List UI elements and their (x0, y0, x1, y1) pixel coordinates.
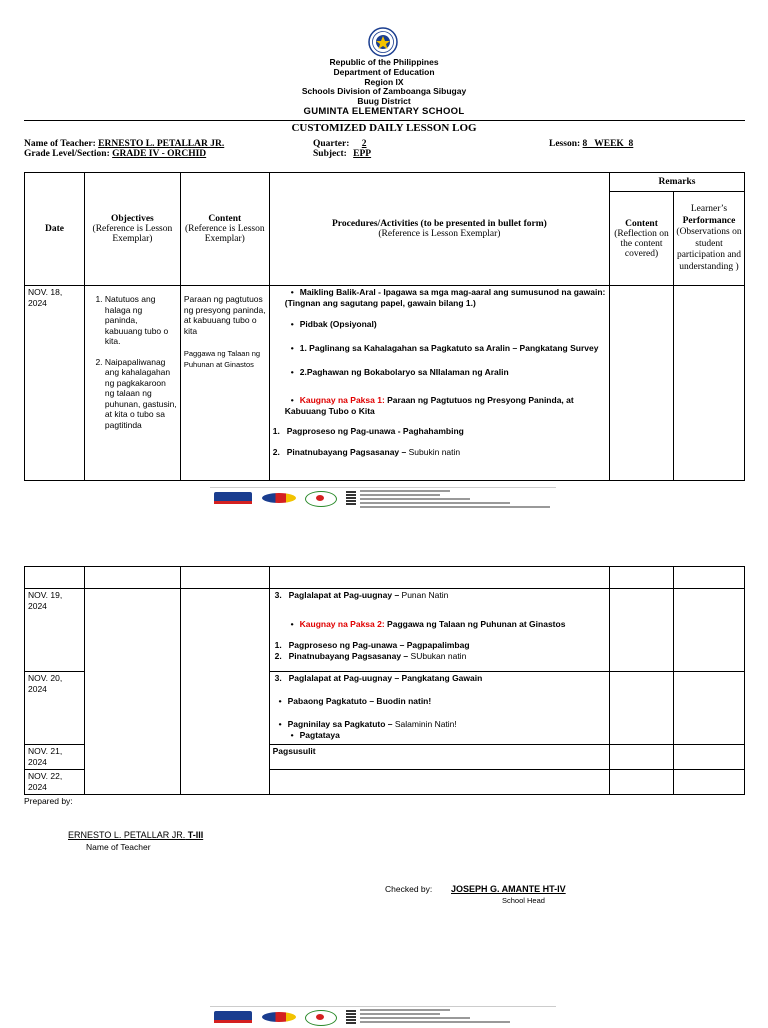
header-procedures-cell (269, 173, 609, 286)
date-cell: NOV. 20, 2024 (25, 672, 85, 745)
remarks-content-cell (610, 745, 674, 770)
proc-pabaon: • Pabaong Pagkatuto – Buodin natin! (273, 696, 607, 707)
header-procedures-sub: (Reference is Lesson Exemplar) (378, 229, 501, 239)
procedures-cell: Pagsusulit (269, 745, 610, 770)
remarks-learners-cell (674, 672, 745, 745)
subject-value: EPP (353, 149, 372, 159)
objectives-list (88, 294, 177, 430)
bullet-icon: • (290, 367, 294, 377)
bullet-icon: • (290, 319, 294, 329)
proc-item2: 2. Pinatnubayang Pagsasanay – Subukin natin (272, 447, 461, 457)
date-cell: NOV. 22, 2024 (25, 770, 85, 795)
header-remarks-cell (610, 173, 745, 192)
empty-cell (84, 567, 180, 589)
quarter-value: 2 (361, 139, 367, 149)
header-learners-sub: (Observations on student participation and understanding ) (676, 227, 742, 272)
header-region: Region IX (364, 77, 404, 87)
procedures-cell (269, 286, 609, 481)
header-remarks-content-cell (610, 192, 674, 286)
teacher-signature-rank: T-III (185, 830, 204, 840)
header-content: Content (208, 214, 242, 224)
empty-cell (180, 567, 269, 589)
teacher-name-value: ERNESTO L. PETALLAR JR. (98, 139, 225, 149)
header-objectives-cell (84, 173, 180, 286)
lesson-info: Lesson: 8 WEEK 8 (549, 139, 663, 149)
bullet-icon: • (290, 287, 294, 297)
content-main: Paraan ng pagtutuos ng presyong paninda, at kabuuang tubo o kita (183, 294, 266, 336)
header-content-sub: (Reference is Lesson Exemplar) (184, 224, 265, 244)
header-district: Buug District (357, 96, 411, 106)
date-cell: NOV. 21, 2024 (25, 745, 85, 770)
subject-info: Subject: EPP (313, 149, 375, 159)
footer-logos (210, 487, 556, 509)
teacher-signature (68, 830, 203, 840)
proc-balik-aral: • Maikling Balik-Aral - Ipagawa sa mga mag-aaral ang sumusunod na gawain: (Tingnan ang sagutang papel, gawain bilang 1.) (284, 287, 606, 308)
date-cell: NOV. 19, 2024 (25, 589, 85, 672)
table-row-blank (25, 567, 745, 589)
proc-paglinang: • 1. Paglinang sa Kahalagahan sa Pagkatuto sa Aralin – Pangkatang Survey (273, 343, 606, 354)
content-cell (180, 286, 269, 481)
proc-paksa1: • Kaugnay na Paksa 1: Paraan ng Pagtutuos ng Presyong Paninda, at Kabuuang Tubo o Kita (284, 395, 574, 416)
bagong-pilipinas-logo (262, 1012, 296, 1022)
remarks-learners-cell (674, 745, 745, 770)
proc-pidbak: • Pidbak (Opsiyonal) (273, 319, 606, 330)
table-row-nov18 (25, 286, 745, 481)
header-division: Schools Division of Zamboanga Sibugay (301, 86, 467, 96)
header-remarks: Remarks (658, 177, 696, 187)
empty-cell (610, 567, 674, 589)
procedures-cell (269, 672, 610, 745)
proc-item1: 1. Pagproseso ng Pag-unawa - Paghahambing (272, 426, 464, 436)
header-school: GUMINTA ELEMENTARY SCHOOL (303, 106, 465, 117)
head-signature-name: JOSEPH G. AMANTE HT-IV (451, 884, 566, 894)
content-cell (180, 589, 269, 795)
prepared-by-label: Prepared by: (24, 796, 73, 806)
grade-value: GRADE IV - ORCHID (112, 149, 207, 159)
teacher-info: Name of Teacher: ERNESTO L. PETALLAR JR. (24, 139, 225, 149)
teacher-role: Name of Teacher (86, 842, 151, 852)
quarter-info: Quarter: 2 (313, 139, 371, 149)
header-procedures: Procedures/Activities (to be presented in bullet form) (332, 219, 547, 229)
proc-p1: 1. Pagproseso ng Pag-unawa – Pagpapalimbag (274, 640, 470, 650)
doc-title: CUSTOMIZED DAILY LESSON LOG (291, 122, 477, 134)
header-date-cell (25, 173, 85, 286)
content-sub: Paggawa ng Talaan ng Puhunan at Ginastos (183, 349, 261, 369)
header-republic: Republic of the Philippines (329, 57, 439, 67)
bullet-icon: • (290, 395, 294, 405)
remarks-content-cell (610, 672, 674, 745)
objective-item: 2. Naipapaliwanag ang kahalagahan ng pagkakaroon ng talaan ng puhunan, gastusin, at kita o tubo sa pagtitinda (105, 357, 177, 431)
proc-paksa2: • Kaugnay na Paksa 2: Paggawa ng Talaan ng Puhunan at Ginastos (273, 619, 607, 630)
procedures-cell (269, 589, 610, 672)
remarks-learners-cell (674, 589, 745, 672)
header-learners-cell (673, 192, 744, 286)
proc-p2: 2. Pinatnubayang Pagsasanay – SUbukan natin (274, 651, 467, 661)
lesson-log-table-page2 (24, 566, 745, 795)
bagong-pilipinas-logo (262, 493, 296, 503)
qr-code-icon (346, 491, 356, 505)
header-content-cell (180, 173, 269, 286)
empty-cell (25, 567, 85, 589)
bullet-icon: • (290, 619, 294, 629)
procedures-cell (269, 770, 610, 795)
proc-paghawan: • 2.Paghawan ng Bokabolaryo sa NIlalaman ng Aralin (273, 367, 606, 378)
bullet-icon: • (290, 730, 294, 740)
header-learners-pre: Learner’s (690, 204, 728, 214)
grade-info: Grade Level/Section: GRADE IV - ORCHID (24, 149, 207, 159)
footer-logos-bottom (210, 1006, 556, 1028)
deped-seal-logo (368, 27, 398, 57)
paksa1-label: Kaugnay na Paksa 1: (299, 395, 385, 405)
date-cell: NOV. 18, 2024 (25, 286, 85, 481)
teacher-signature-name: ERNESTO L. PETALLAR JR. (68, 830, 186, 840)
header-objectives-sub: (Reference is Lesson Exemplar) (92, 224, 173, 244)
proc-p3: 3. Paglalapat at Pag-uugnay – Pangkatang Gawain (274, 673, 483, 683)
header-learners: Performance (682, 215, 736, 226)
header-remarks-content-sub: (Reflection on the content covered) (614, 228, 669, 259)
remarks-learners-cell (673, 286, 744, 481)
remarks-content-cell (610, 770, 674, 795)
objective-item: 1. Natutuos ang halaga ng paninda, kabuuang tubo o kita. (105, 294, 177, 347)
header-department: Department of Education (333, 67, 435, 77)
table-row-nov19 (25, 589, 745, 672)
bullet-icon: • (278, 719, 282, 729)
header-date: Date (44, 224, 64, 234)
paksa2-label: Kaugnay na Paksa 2: (299, 619, 385, 629)
proc-pagtataya: • Pagtataya (273, 730, 607, 741)
bullet-icon: • (290, 343, 294, 353)
empty-cell (269, 567, 610, 589)
lesson-value: 8 WEEK 8 (582, 139, 634, 149)
empty-cell (674, 567, 745, 589)
bullet-icon: • (278, 696, 282, 706)
objectives-cell (84, 589, 180, 795)
footer-contact-lines (360, 1009, 556, 1025)
remarks-content-cell (610, 286, 674, 481)
lesson-log-table-page1 (24, 172, 745, 481)
proc-pagninilay: • Pagninilay sa Pagkatuto – Salaminin Natin! (273, 719, 607, 730)
header-divider (24, 120, 745, 121)
proc-item3: 3. Paglalapat at Pag-uugnay – Punan Natin (274, 590, 449, 600)
objectives-cell (84, 286, 180, 481)
header-objectives: Objectives (111, 214, 154, 224)
head-role: School Head (502, 896, 545, 905)
remarks-content-cell (610, 589, 674, 672)
remarks-learners-cell (674, 770, 745, 795)
checked-by-label: Checked by: (385, 884, 433, 894)
qr-code-icon (346, 1010, 356, 1024)
header-remarks-content: Content (625, 218, 658, 229)
footer-contact-lines (360, 490, 556, 510)
